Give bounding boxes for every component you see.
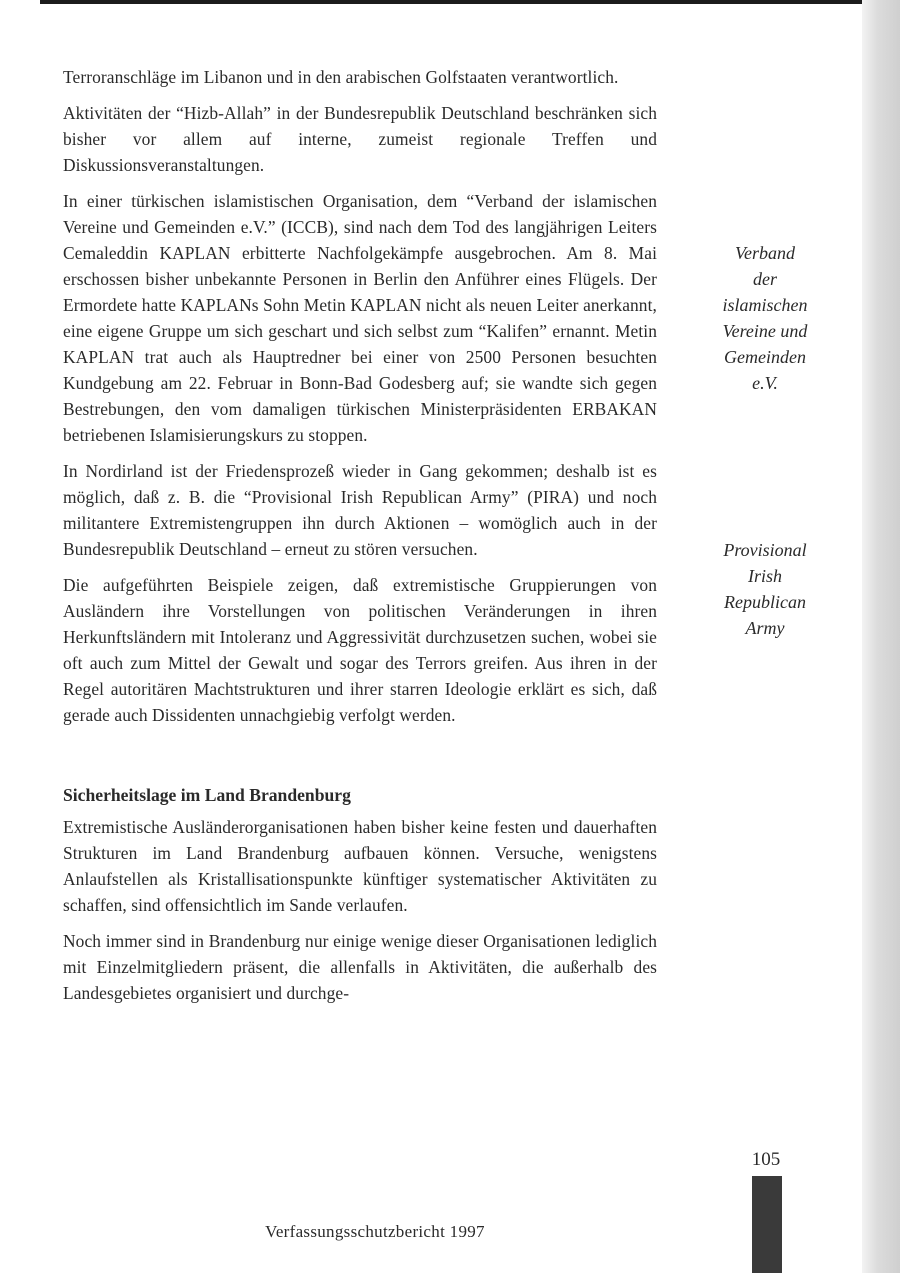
margin-note-line: Gemeinden bbox=[724, 347, 806, 367]
paragraph-nordirland: In Nordirland ist der Friedensprozeß wieder in Gang gekommen; deshalb ist es möglich, daß z. B. die “Provisional Irish Republican Army” (PIRA) und noch militantere Extremistengruppen ihn durch Aktionen – womöglich auch in der Bundesrepublik Deutschland – erneut zu stören versuchen. bbox=[63, 461, 657, 559]
margin-note-line: e.V. bbox=[752, 373, 778, 393]
paragraph-hizb-allah: Aktivitäten der “Hizb-Allah” in der Bundesrepublik Deutschland beschränken sich bisher vor allem auf interne, zumeist regionale Treffen und Diskussionsveranstaltungen. bbox=[63, 103, 657, 175]
margin-note-line: islamischen bbox=[722, 295, 808, 315]
margin-note-line: Republican bbox=[724, 592, 806, 612]
margin-note-line: Verband bbox=[735, 243, 795, 263]
page-number: 105 bbox=[751, 1149, 781, 1170]
paragraph-brandenburg-2: Noch immer sind in Brandenburg nur einige wenige dieser Organisationen lediglich mit Einzelmitgliedern präsent, die allenfalls in Aktivitäten, die außerhalb des Landesgebietes organisiert und durchge- bbox=[63, 931, 657, 1003]
margin-note-line: der bbox=[753, 269, 777, 289]
section-heading: Sicherheitslage im Land Brandenburg bbox=[63, 785, 351, 805]
page-edge-strip bbox=[862, 0, 900, 1273]
top-rule bbox=[40, 0, 862, 4]
margin-note-pira bbox=[690, 537, 840, 641]
paragraph-iccb: In einer türkischen islamistischen Organisation, dem “Verband der islamischen Vereine und Gemeinden e.V.” (ICCB), sind nach dem Tod des langjährigen Leiters Cemaleddin KAPLAN erbitterte Nachfolgekämpfe ausgebrochen. Am 8. Mai erschossen bisher unbekannte Personen in Berlin den Anführer eines Flügels. Der Ermordete hatte KAPLANs Sohn Metin KAPLAN nicht als neuen Leiter anerkannt, eine eigene Gruppe um sich geschart und sich selbst zum “Kalifen” ernannt. Metin KAPLAN trat auch als Hauptredner bei einer von 2500 Personen besuchten Kundgebung am 22. Februar in Bonn-Bad Godesberg auf; sie wandte sich gegen Bestrebungen, den vom damaligen türkischen Ministerpräsidenten ERBAKAN betriebenen Islamisierungskurs zu stoppen. bbox=[63, 191, 657, 445]
paragraph-beispiele: Die aufgeführten Beispiele zeigen, daß extremistische Gruppierungen von Ausländern ihre Vorstellungen von politischen Veränderungen in ihren Herkunftsländern mit Intoleranz und Aggressivität durchzusetzen suchen, wobei sie oft auch zum Mittel der Gewalt und sogar des Terrors greifen. Aus ihren in der Regel autoritären Machtstrukturen und ihrer starren Ideologie erklärt es sich, daß gerade auch Dissidenten unnachgiebig verfolgt werden. bbox=[63, 575, 657, 725]
thumb-index-tab bbox=[752, 1176, 782, 1273]
margin-note-line: Vereine und bbox=[722, 321, 808, 341]
paragraph-golfstaaten: Terroranschläge im Libanon und in den arabischen Golfstaaten verantwortlich. bbox=[63, 67, 619, 87]
paragraph-brandenburg-1: Extremistische Ausländerorganisationen haben bisher keine festen und dauerhaften Strukturen im Land Brandenburg aufbauen können. Versuche, wenigstens Anlaufstellen als Kristallisationspunkte künftiger systematischer Aktivitäten zu schaffen, sind offensichtlich im Sande verlaufen. bbox=[63, 817, 657, 915]
main-text-column bbox=[63, 64, 657, 1016]
margin-note-line: Army bbox=[745, 618, 785, 638]
margin-note-verband bbox=[690, 240, 840, 396]
margin-note-line: Irish bbox=[747, 566, 782, 586]
running-footer: Verfassungsschutzbericht 1997 bbox=[265, 1222, 485, 1241]
margin-note-line: Provisional bbox=[723, 540, 807, 560]
